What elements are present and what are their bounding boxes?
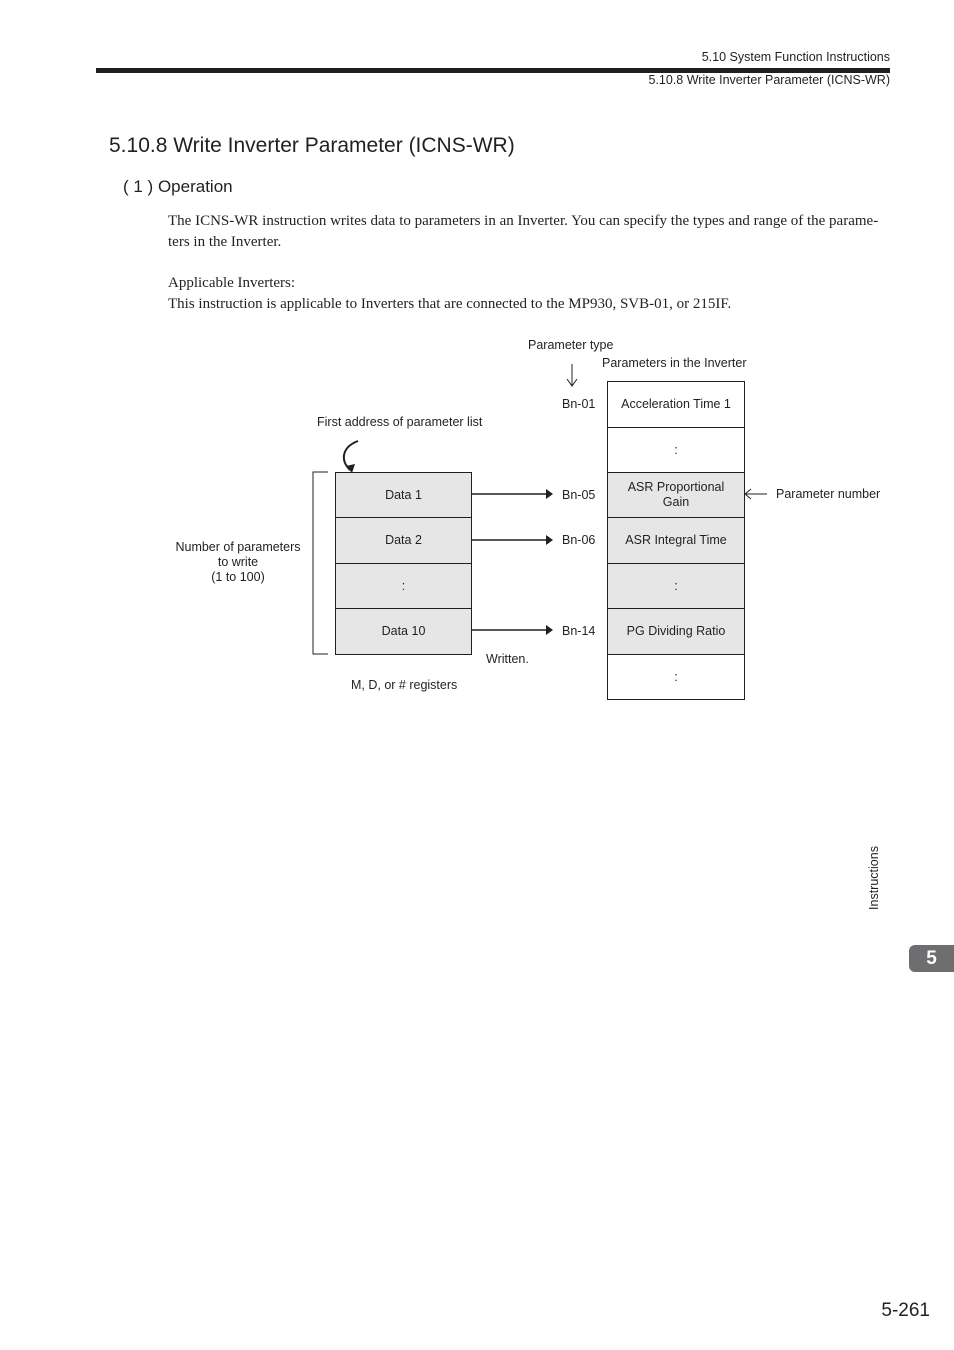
inverter-param-cell: :	[607, 654, 745, 700]
inverter-param-cell: ASR Integral Time	[607, 517, 745, 564]
written-label: Written.	[486, 652, 529, 666]
parameter-type-label: Parameter type	[528, 338, 614, 352]
inverter-param-cell: PG Dividing Ratio	[607, 608, 745, 655]
section-title: 5.10.8 Write Inverter Parameter (ICNS-WR)	[109, 134, 515, 157]
applicable-heading: Applicable Inverters:	[168, 275, 296, 291]
number-of-parameters-label	[168, 540, 308, 585]
register-cell: Data 2	[335, 517, 472, 564]
bn-label: Bn-14	[562, 624, 596, 638]
bn-label: Bn-01	[562, 397, 596, 411]
first-address-label: First address of parameter list	[317, 415, 483, 429]
running-header-section: 5.10 System Function Instructions	[701, 50, 890, 64]
chapter-tab: 5	[909, 945, 954, 972]
num-params-line-3: (1 to 100)	[211, 570, 265, 584]
register-cell: :	[335, 563, 472, 609]
inverter-param-cell: Acceleration Time 1	[607, 381, 745, 428]
sidebar-chapter-label: Instructions	[867, 846, 881, 910]
inverter-param-cell: :	[607, 563, 745, 609]
bn-label: Bn-05	[562, 488, 596, 502]
registers-label: M, D, or # registers	[351, 678, 458, 692]
register-cell: Data 1	[335, 472, 472, 518]
parameter-number-label: Parameter number	[776, 487, 881, 501]
bn-label: Bn-06	[562, 533, 596, 547]
intro-paragraph: The ICNS-WR instruction writes data to parameters in an Inverter. You can specify the types and range of the parame-ters in the Inverter.	[168, 213, 879, 250]
num-params-line-2: to write	[217, 555, 259, 569]
page-number: 5-261	[881, 1300, 930, 1321]
num-params-line-1: Number of parameters	[175, 540, 301, 554]
subsection-heading: ( 1 ) Operation	[123, 177, 233, 196]
running-header-subsection: 5.10.8 Write Inverter Parameter (ICNS-WR)	[648, 73, 890, 87]
register-cell: Data 10	[335, 608, 472, 655]
applicable-text: This instruction is applicable to Inverters that are connected to the MP930, SVB-01, or 215IF.	[168, 296, 732, 312]
inverter-param-cell: :	[607, 427, 745, 473]
parameters-in-inverter-label: Parameters in the Inverter	[602, 356, 747, 370]
inverter-param-cell: ASR Proportional Gain	[607, 472, 745, 518]
